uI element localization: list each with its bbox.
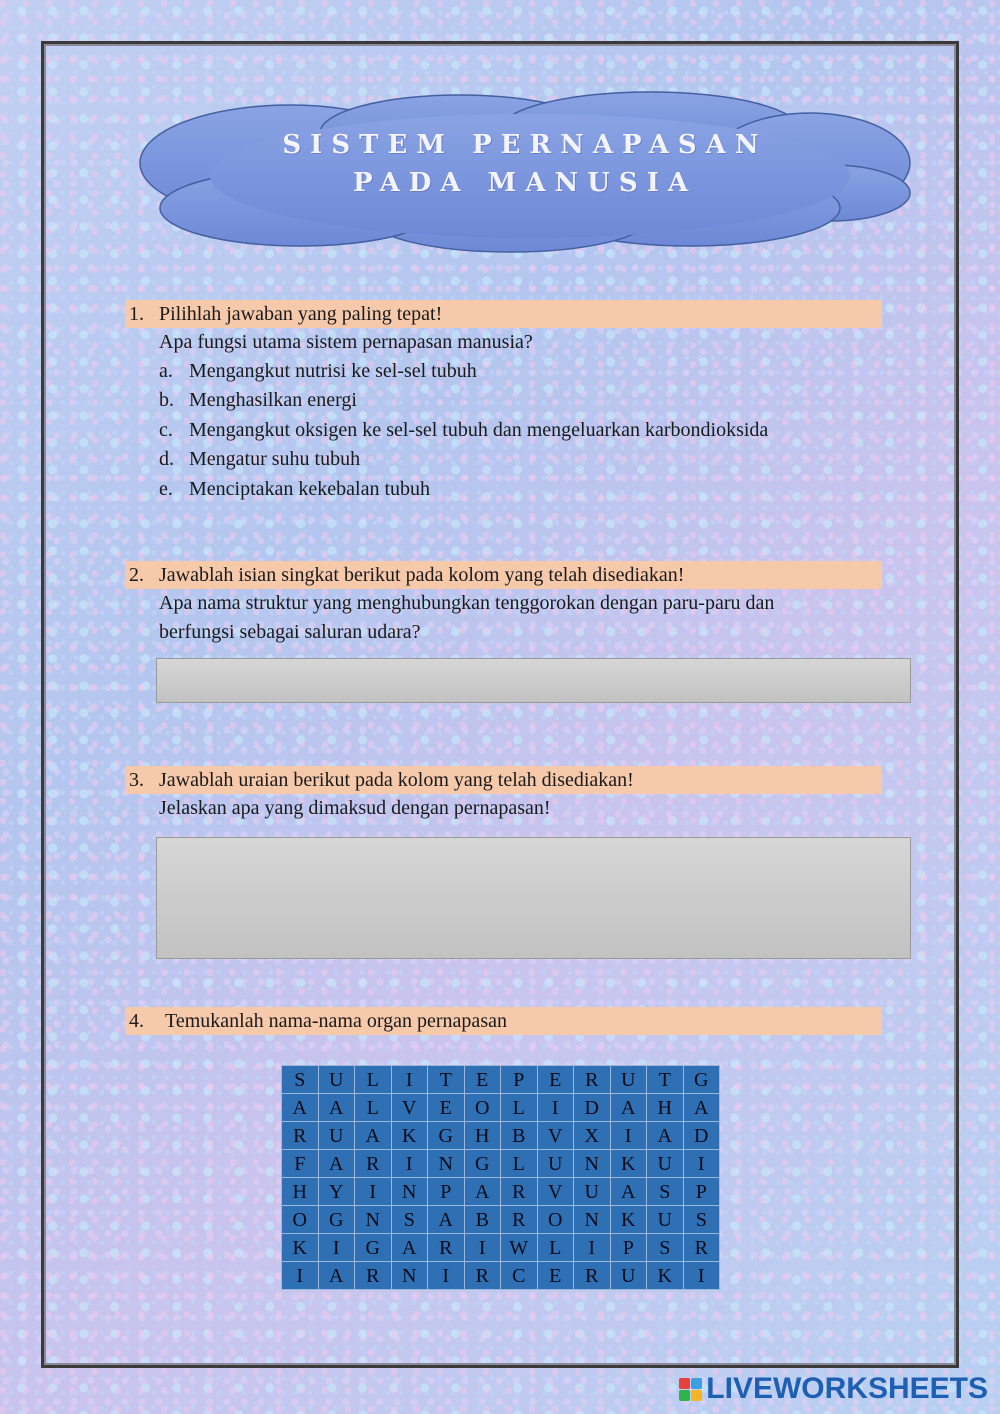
- instruction-text: Jawablah uraian berikut pada kolom yang telah disediakan!: [159, 769, 634, 791]
- grid-cell[interactable]: I: [574, 1234, 611, 1262]
- option-letter: d.: [159, 448, 174, 470]
- instruction-text: Jawablah isian singkat berikut pada kolom yang telah disediakan!: [159, 564, 685, 586]
- option-letter: c.: [159, 419, 173, 441]
- grid-cell[interactable]: A: [319, 1094, 356, 1122]
- word-search-grid[interactable]: [281, 1065, 720, 1290]
- grid-cell[interactable]: K: [611, 1150, 648, 1178]
- grid-cell[interactable]: G: [319, 1206, 356, 1234]
- grid-cell[interactable]: B: [501, 1122, 538, 1150]
- grid-cell[interactable]: F: [282, 1150, 319, 1178]
- grid-cell[interactable]: I: [355, 1178, 392, 1206]
- grid-cell[interactable]: N: [574, 1206, 611, 1234]
- grid-cell[interactable]: Y: [319, 1178, 356, 1206]
- grid-cell[interactable]: D: [684, 1122, 721, 1150]
- grid-cell[interactable]: R: [501, 1206, 538, 1234]
- grid-cell[interactable]: I: [282, 1262, 319, 1290]
- grid-cell[interactable]: V: [538, 1122, 575, 1150]
- short-answer-field[interactable]: [156, 658, 911, 703]
- grid-cell[interactable]: B: [465, 1206, 502, 1234]
- grid-cell[interactable]: G: [428, 1122, 465, 1150]
- option-letter: e.: [159, 478, 173, 500]
- grid-cell[interactable]: N: [574, 1150, 611, 1178]
- instruction-text: Pilihlah jawaban yang paling tepat!: [159, 303, 443, 325]
- question-number: 4.: [129, 1010, 144, 1032]
- grid-cell[interactable]: A: [282, 1094, 319, 1122]
- grid-cell[interactable]: P: [501, 1066, 538, 1094]
- question-number: 2.: [129, 564, 144, 586]
- option-text[interactable]: Mengatur suhu tubuh: [189, 448, 361, 470]
- grid-cell[interactable]: A: [319, 1262, 356, 1290]
- grid-cell[interactable]: W: [501, 1234, 538, 1262]
- question-2-prompt-line-1: Apa nama struktur yang menghubungkan tenggorokan dengan paru-paru dan: [159, 592, 775, 614]
- grid-cell[interactable]: O: [282, 1206, 319, 1234]
- grid-cell[interactable]: T: [647, 1066, 684, 1094]
- grid-cell[interactable]: C: [501, 1262, 538, 1290]
- grid-cell[interactable]: N: [428, 1150, 465, 1178]
- grid-cell[interactable]: K: [392, 1122, 429, 1150]
- grid-cell[interactable]: I: [611, 1122, 648, 1150]
- title-cloud: [130, 88, 920, 258]
- grid-cell[interactable]: D: [574, 1094, 611, 1122]
- grid-cell[interactable]: S: [392, 1206, 429, 1234]
- grid-cell[interactable]: N: [392, 1178, 429, 1206]
- grid-cell[interactable]: L: [355, 1066, 392, 1094]
- grid-cell[interactable]: I: [392, 1066, 429, 1094]
- question-number: 1.: [129, 303, 144, 325]
- grid-cell[interactable]: R: [428, 1234, 465, 1262]
- grid-cell[interactable]: A: [392, 1234, 429, 1262]
- grid-cell[interactable]: K: [282, 1234, 319, 1262]
- question-number: 3.: [129, 769, 144, 791]
- grid-cell[interactable]: P: [684, 1178, 721, 1206]
- option-text[interactable]: Menciptakan kekebalan tubuh: [189, 478, 431, 500]
- grid-cell[interactable]: V: [392, 1094, 429, 1122]
- liveworksheets-logo-icon: [679, 1378, 702, 1401]
- grid-cell[interactable]: E: [428, 1094, 465, 1122]
- title-line-1: SISTEM PERNAPASAN: [282, 130, 768, 160]
- grid-cell[interactable]: L: [501, 1094, 538, 1122]
- option-letter: a.: [159, 360, 173, 382]
- question-3-instruction: [125, 766, 882, 794]
- grid-cell[interactable]: N: [392, 1262, 429, 1290]
- grid-cell[interactable]: A: [319, 1150, 356, 1178]
- grid-cell[interactable]: T: [428, 1066, 465, 1094]
- option-text[interactable]: Mengangkut oksigen ke sel-sel tubuh dan mengeluarkan karbondioksida: [189, 419, 769, 441]
- grid-cell[interactable]: H: [647, 1094, 684, 1122]
- grid-cell[interactable]: R: [355, 1262, 392, 1290]
- grid-cell[interactable]: R: [465, 1262, 502, 1290]
- grid-cell[interactable]: S: [684, 1206, 721, 1234]
- grid-cell[interactable]: I: [319, 1234, 356, 1262]
- grid-cell[interactable]: U: [611, 1066, 648, 1094]
- grid-cell[interactable]: L: [501, 1150, 538, 1178]
- grid-cell[interactable]: G: [684, 1066, 721, 1094]
- grid-cell[interactable]: H: [465, 1122, 502, 1150]
- liveworksheets-brand: [679, 1372, 988, 1406]
- option-text[interactable]: Menghasilkan energi: [189, 389, 357, 411]
- grid-cell[interactable]: N: [355, 1206, 392, 1234]
- grid-cell[interactable]: O: [538, 1206, 575, 1234]
- grid-cell[interactable]: I: [465, 1234, 502, 1262]
- grid-cell[interactable]: P: [611, 1234, 648, 1262]
- grid-cell[interactable]: U: [611, 1262, 648, 1290]
- grid-cell[interactable]: R: [355, 1150, 392, 1178]
- grid-cell[interactable]: X: [574, 1122, 611, 1150]
- grid-cell[interactable]: A: [611, 1094, 648, 1122]
- grid-cell[interactable]: R: [282, 1122, 319, 1150]
- grid-cell[interactable]: E: [538, 1066, 575, 1094]
- grid-cell[interactable]: I: [538, 1094, 575, 1122]
- grid-cell[interactable]: G: [355, 1234, 392, 1262]
- grid-cell[interactable]: H: [282, 1178, 319, 1206]
- grid-cell[interactable]: G: [465, 1150, 502, 1178]
- instruction-text: Temukanlah nama-nama organ pernapasan: [165, 1010, 507, 1032]
- grid-cell[interactable]: R: [574, 1262, 611, 1290]
- question-2-instruction: [125, 561, 882, 589]
- essay-answer-field[interactable]: [156, 837, 911, 959]
- grid-cell[interactable]: U: [319, 1066, 356, 1094]
- grid-cell[interactable]: U: [647, 1206, 684, 1234]
- grid-cell[interactable]: L: [538, 1234, 575, 1262]
- grid-cell[interactable]: U: [647, 1150, 684, 1178]
- grid-cell[interactable]: V: [538, 1178, 575, 1206]
- grid-cell[interactable]: U: [538, 1150, 575, 1178]
- grid-cell[interactable]: K: [611, 1206, 648, 1234]
- grid-cell[interactable]: A: [465, 1178, 502, 1206]
- grid-cell[interactable]: U: [574, 1178, 611, 1206]
- grid-cell[interactable]: S: [647, 1234, 684, 1262]
- grid-cell[interactable]: U: [319, 1122, 356, 1150]
- grid-cell[interactable]: A: [647, 1122, 684, 1150]
- grid-cell[interactable]: I: [684, 1150, 721, 1178]
- option-text[interactable]: Mengangkut nutrisi ke sel-sel tubuh: [189, 360, 477, 382]
- grid-cell[interactable]: I: [428, 1262, 465, 1290]
- grid-cell[interactable]: E: [538, 1262, 575, 1290]
- grid-cell[interactable]: A: [428, 1206, 465, 1234]
- question-2-prompt-line-2: berfungsi sebagai saluran udara?: [159, 621, 421, 643]
- question-1-prompt: Apa fungsi utama sistem pernapasan manusia?: [159, 331, 533, 353]
- option-letter: b.: [159, 389, 174, 411]
- brand-text: LIVEWORKSHEETS: [706, 1372, 988, 1405]
- grid-cell[interactable]: I: [684, 1262, 721, 1290]
- question-1-instruction: [125, 300, 882, 328]
- grid-cell[interactable]: P: [428, 1178, 465, 1206]
- grid-cell[interactable]: L: [355, 1094, 392, 1122]
- question-3-prompt: Jelaskan apa yang dimaksud dengan pernapasan!: [159, 797, 551, 819]
- question-4-instruction: [125, 1007, 882, 1035]
- grid-cell[interactable]: S: [282, 1066, 319, 1094]
- grid-cell[interactable]: E: [465, 1066, 502, 1094]
- grid-cell[interactable]: S: [647, 1178, 684, 1206]
- page-title: [230, 126, 820, 202]
- grid-cell[interactable]: R: [501, 1178, 538, 1206]
- grid-cell[interactable]: R: [574, 1066, 611, 1094]
- title-line-2: PADA MANUSIA: [352, 168, 698, 198]
- grid-cell[interactable]: A: [611, 1178, 648, 1206]
- grid-cell[interactable]: A: [355, 1122, 392, 1150]
- grid-cell[interactable]: A: [684, 1094, 721, 1122]
- grid-cell[interactable]: R: [684, 1234, 721, 1262]
- grid-cell[interactable]: O: [465, 1094, 502, 1122]
- grid-cell[interactable]: K: [647, 1262, 684, 1290]
- grid-cell[interactable]: I: [392, 1150, 429, 1178]
